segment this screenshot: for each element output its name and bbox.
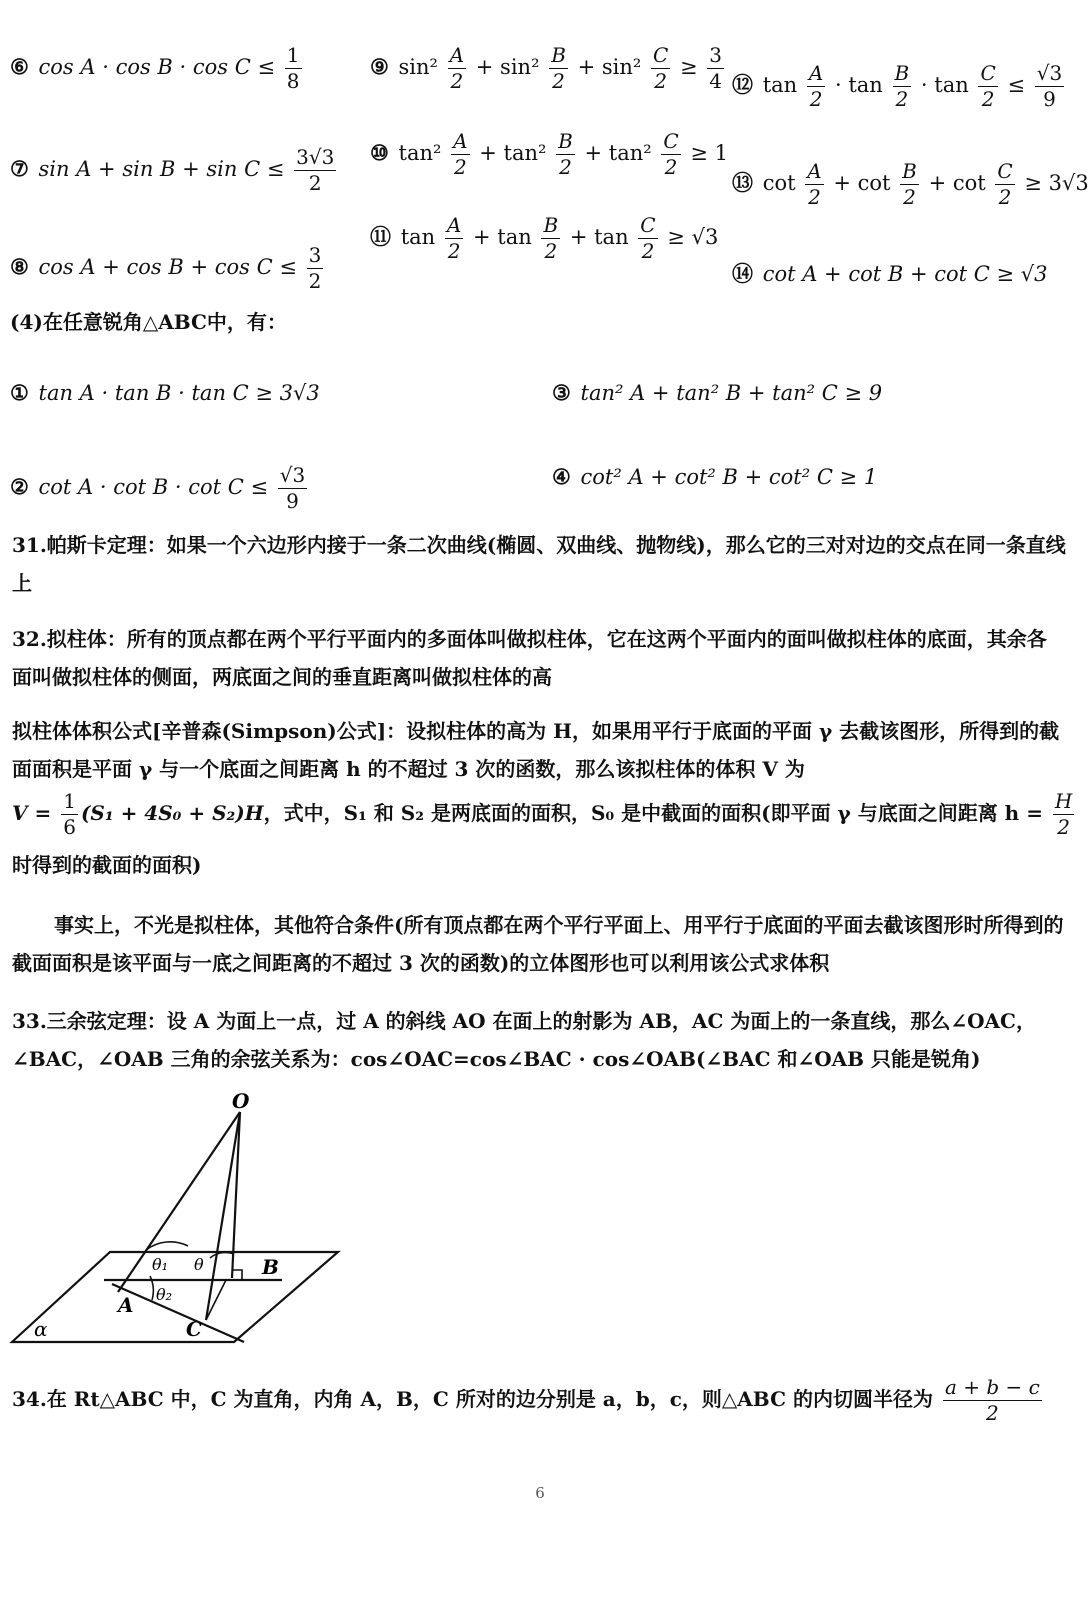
page-number: 6 [535,1484,545,1502]
numerator: B [902,159,917,183]
formula-6 [10,44,305,93]
fraction [549,44,568,93]
formula-9 [370,44,727,93]
fraction [541,214,560,263]
fraction [638,214,657,263]
numerator: 3 [308,243,322,267]
numerator: 1 [63,789,76,813]
fraction [807,62,825,111]
numerator: C [997,159,1013,183]
numerator: A [453,129,468,153]
denominator: 2 [308,171,322,195]
fraction [900,160,919,209]
label-A: A [118,1293,134,1317]
fraction [707,44,724,93]
label-O: O [232,1089,250,1113]
angle-arc-theta [210,1252,234,1258]
formula-number: ⑧ [10,254,29,279]
numerator: C [652,43,669,67]
fraction [294,146,336,195]
simpson-tail: 时得到的截面的面积) [12,853,202,877]
operator: · tan [835,73,883,97]
operator: + tan [473,225,532,249]
relation: ≥ 1 [690,141,729,165]
operator: · tan [920,73,969,97]
right-angle-mark [232,1270,242,1280]
formula-8 [10,244,326,293]
numerator: C [980,61,996,85]
formula-number: ③ [552,380,571,405]
formula-number: ⑭ [732,261,753,286]
denominator: 2 [447,239,461,263]
denominator: 9 [1043,87,1056,111]
denominator: 2 [998,185,1012,209]
operator: + tan² [584,141,652,165]
operator: + cot [833,171,891,195]
formula-text: cos A · cos B · cos C ≤ [38,55,276,79]
formula-text: cot A + cot B + cot C ≥ √3 [762,262,1048,286]
formula-number: ⑫ [732,72,753,97]
operator: + sin² [475,55,540,79]
fraction [805,160,823,209]
denominator: 2 [308,269,322,293]
fraction [285,44,302,93]
denominator: 2 [903,185,916,209]
function-name: cot [762,171,796,195]
formula-number: ⑥ [10,54,29,79]
numerator: 1 [286,43,300,67]
operator: + tan² [479,141,547,165]
paragraph-31: 31.帕斯卡定理：如果一个六边形内接于一条二次曲线(椭圆、双曲线、抛物线)，那么它的三对对边的交点在同一条直线上 [12,533,1066,595]
fraction [943,1376,1042,1425]
fraction [661,130,680,179]
formula-13 [732,160,1089,209]
fraction [307,244,324,293]
formula-10 [370,130,728,179]
numerator: 3√3 [296,145,335,169]
denominator: 2 [544,239,558,263]
label-B: B [262,1255,279,1279]
label-theta1: θ₁ [152,1255,169,1274]
formula-description: ，式中，S₁ 和 S₂ 是两底面的面积，S₀ 是中截面的面积(即平面 γ 与底面之间距离 h = [263,801,1043,825]
fraction [893,62,912,111]
denominator: 2 [552,69,565,93]
numerator: B [894,61,910,85]
numerator: √3 [1036,61,1063,85]
formula-text: cot A · cot B · cot C ≤ [38,475,269,499]
three-cosine-figure [10,1090,350,1352]
numerator: B [558,129,573,153]
formula-7 [10,146,339,195]
formula-number: ⑩ [370,140,389,165]
line-AO [118,1112,240,1292]
numerator: A [446,213,462,237]
formula-lhs: V = [12,801,52,825]
simpson-intro: 拟柱体体积公式[辛普森(Simpson)公式]：设拟柱体的高为 H，如果用平行于底面的平面 γ 去截该图形，所得到的截面面积是平面 γ 与一个底面之间距离 h 的不超过 3 次的函数，那么该拟柱体的体积 V 为 [12,719,1060,781]
acute-formula-3 [552,380,882,405]
fraction [448,44,466,93]
denominator: 2 [808,185,821,209]
operator: + tan [569,225,629,249]
fraction [445,214,463,263]
formula-number: ④ [552,464,571,489]
denominator: 2 [986,1401,999,1425]
relation: ≤ [1007,73,1026,97]
numerator: A [807,159,822,183]
denominator: 9 [286,489,299,513]
paragraph-32: 32.拟柱体：所有的顶点都在两个平行平面内的多面体叫做拟柱体，它在这两个平面内的面叫做拟柱体的底面，其余各面叫做拟柱体的侧面，两底面之间的垂直距离叫做拟柱体的高 [12,627,1047,689]
formula-text: cos A + cos B + cos C ≤ [38,255,297,279]
numerator: C [640,213,656,237]
denominator: 2 [664,155,678,179]
denominator: 2 [559,155,572,179]
simpson-remark: 事实上，不光是拟柱体，其他符合条件(所有顶点都在两个平行平面上、用平行于底面的平面去截该图形时所得到的截面面积是该平面与一底之间距离的不超过 3 次的函数)的立体图形也可以利用该公式求体积 [12,913,1064,975]
denominator: 2 [450,69,464,93]
relation: ≥ 3√3 [1024,171,1089,195]
fraction [1053,790,1074,839]
formula-text: cot² A + cot² B + cot² C ≥ 1 [580,465,878,489]
function-name: tan [400,225,436,249]
relation: ≥ √3 [667,225,719,249]
denominator: 2 [981,87,995,111]
function-name: sin² [398,55,438,79]
acute-formula-1 [10,380,320,405]
denominator: 2 [809,87,823,111]
formula-14 [732,258,1048,288]
denominator: 2 [895,87,909,111]
numerator: √3 [279,463,306,487]
denominator: 4 [709,69,723,93]
fraction [61,790,78,839]
numerator: C [663,129,679,153]
fraction [1035,62,1064,111]
numerator: 3 [709,43,723,67]
paragraph-33: 33.三余弦定理：设 A 为面上一点，过 A 的斜线 AO 在面上的射影为 AB，AC 为面上的一条直线，那么∠OAC，∠BAC，∠OAB 三角的余弦关系为：cos∠OAC=cos∠BAC · cos∠OAB(∠BAC 和∠OAB 只能是锐角) [12,1009,1036,1071]
formula-number: ② [10,474,29,499]
paragraph-34 [12,1376,1045,1425]
formula-12 [732,62,1067,111]
acute-formula-2 [10,464,310,513]
relation: ≥ [679,55,698,79]
formula-text: tan² A + tan² B + tan² C ≥ 9 [580,381,883,405]
formula-text: tan A · tan B · tan C ≥ 3√3 [38,381,320,405]
fraction [278,464,307,513]
numerator: H [1054,789,1073,813]
formula-11 [370,214,718,263]
denominator: 8 [286,69,300,93]
label-C: C [186,1317,202,1341]
paragraph-34-text: 34.在 Rt△ABC 中，C 为直角，内角 A，B，C 所对的边分别是 a，b，c，则△ABC 的内切圆半径为 [12,1387,933,1411]
operator: + sin² [577,55,642,79]
denominator: 2 [1057,815,1071,839]
formula-number: ⑬ [732,170,753,195]
numerator: B [551,43,566,67]
formula-number: ⑨ [370,54,389,79]
formula-number: ⑦ [10,156,29,181]
formula-text: sin A + sin B + sin C ≤ [38,157,285,181]
function-name: tan² [398,141,442,165]
formula-number: ⑪ [370,224,391,249]
label-theta: θ [194,1255,204,1274]
formula-expression: (S₁ + 4S₀ + S₂)H [80,801,264,825]
denominator: 6 [63,815,76,839]
fraction [451,130,469,179]
fraction [995,160,1014,209]
denominator: 2 [453,155,467,179]
numerator: A [449,43,465,67]
label-theta2: θ₂ [156,1285,173,1304]
acute-formula-4 [552,464,877,489]
fraction [978,62,997,111]
denominator: 2 [654,69,667,93]
section-4-heading: (4)在任意锐角△ABC中，有： [10,310,287,334]
numerator: A [808,61,824,85]
formula-number: ① [10,380,29,405]
numerator: B [543,213,559,237]
numerator: a + b − c [944,1375,1040,1399]
fraction [556,130,575,179]
fraction [651,44,670,93]
operator: + cot [928,171,986,195]
plane-alpha [12,1252,338,1342]
simpson-formula [12,790,1077,839]
denominator: 2 [641,239,655,263]
function-name: tan [762,73,798,97]
label-alpha: α [34,1317,48,1341]
